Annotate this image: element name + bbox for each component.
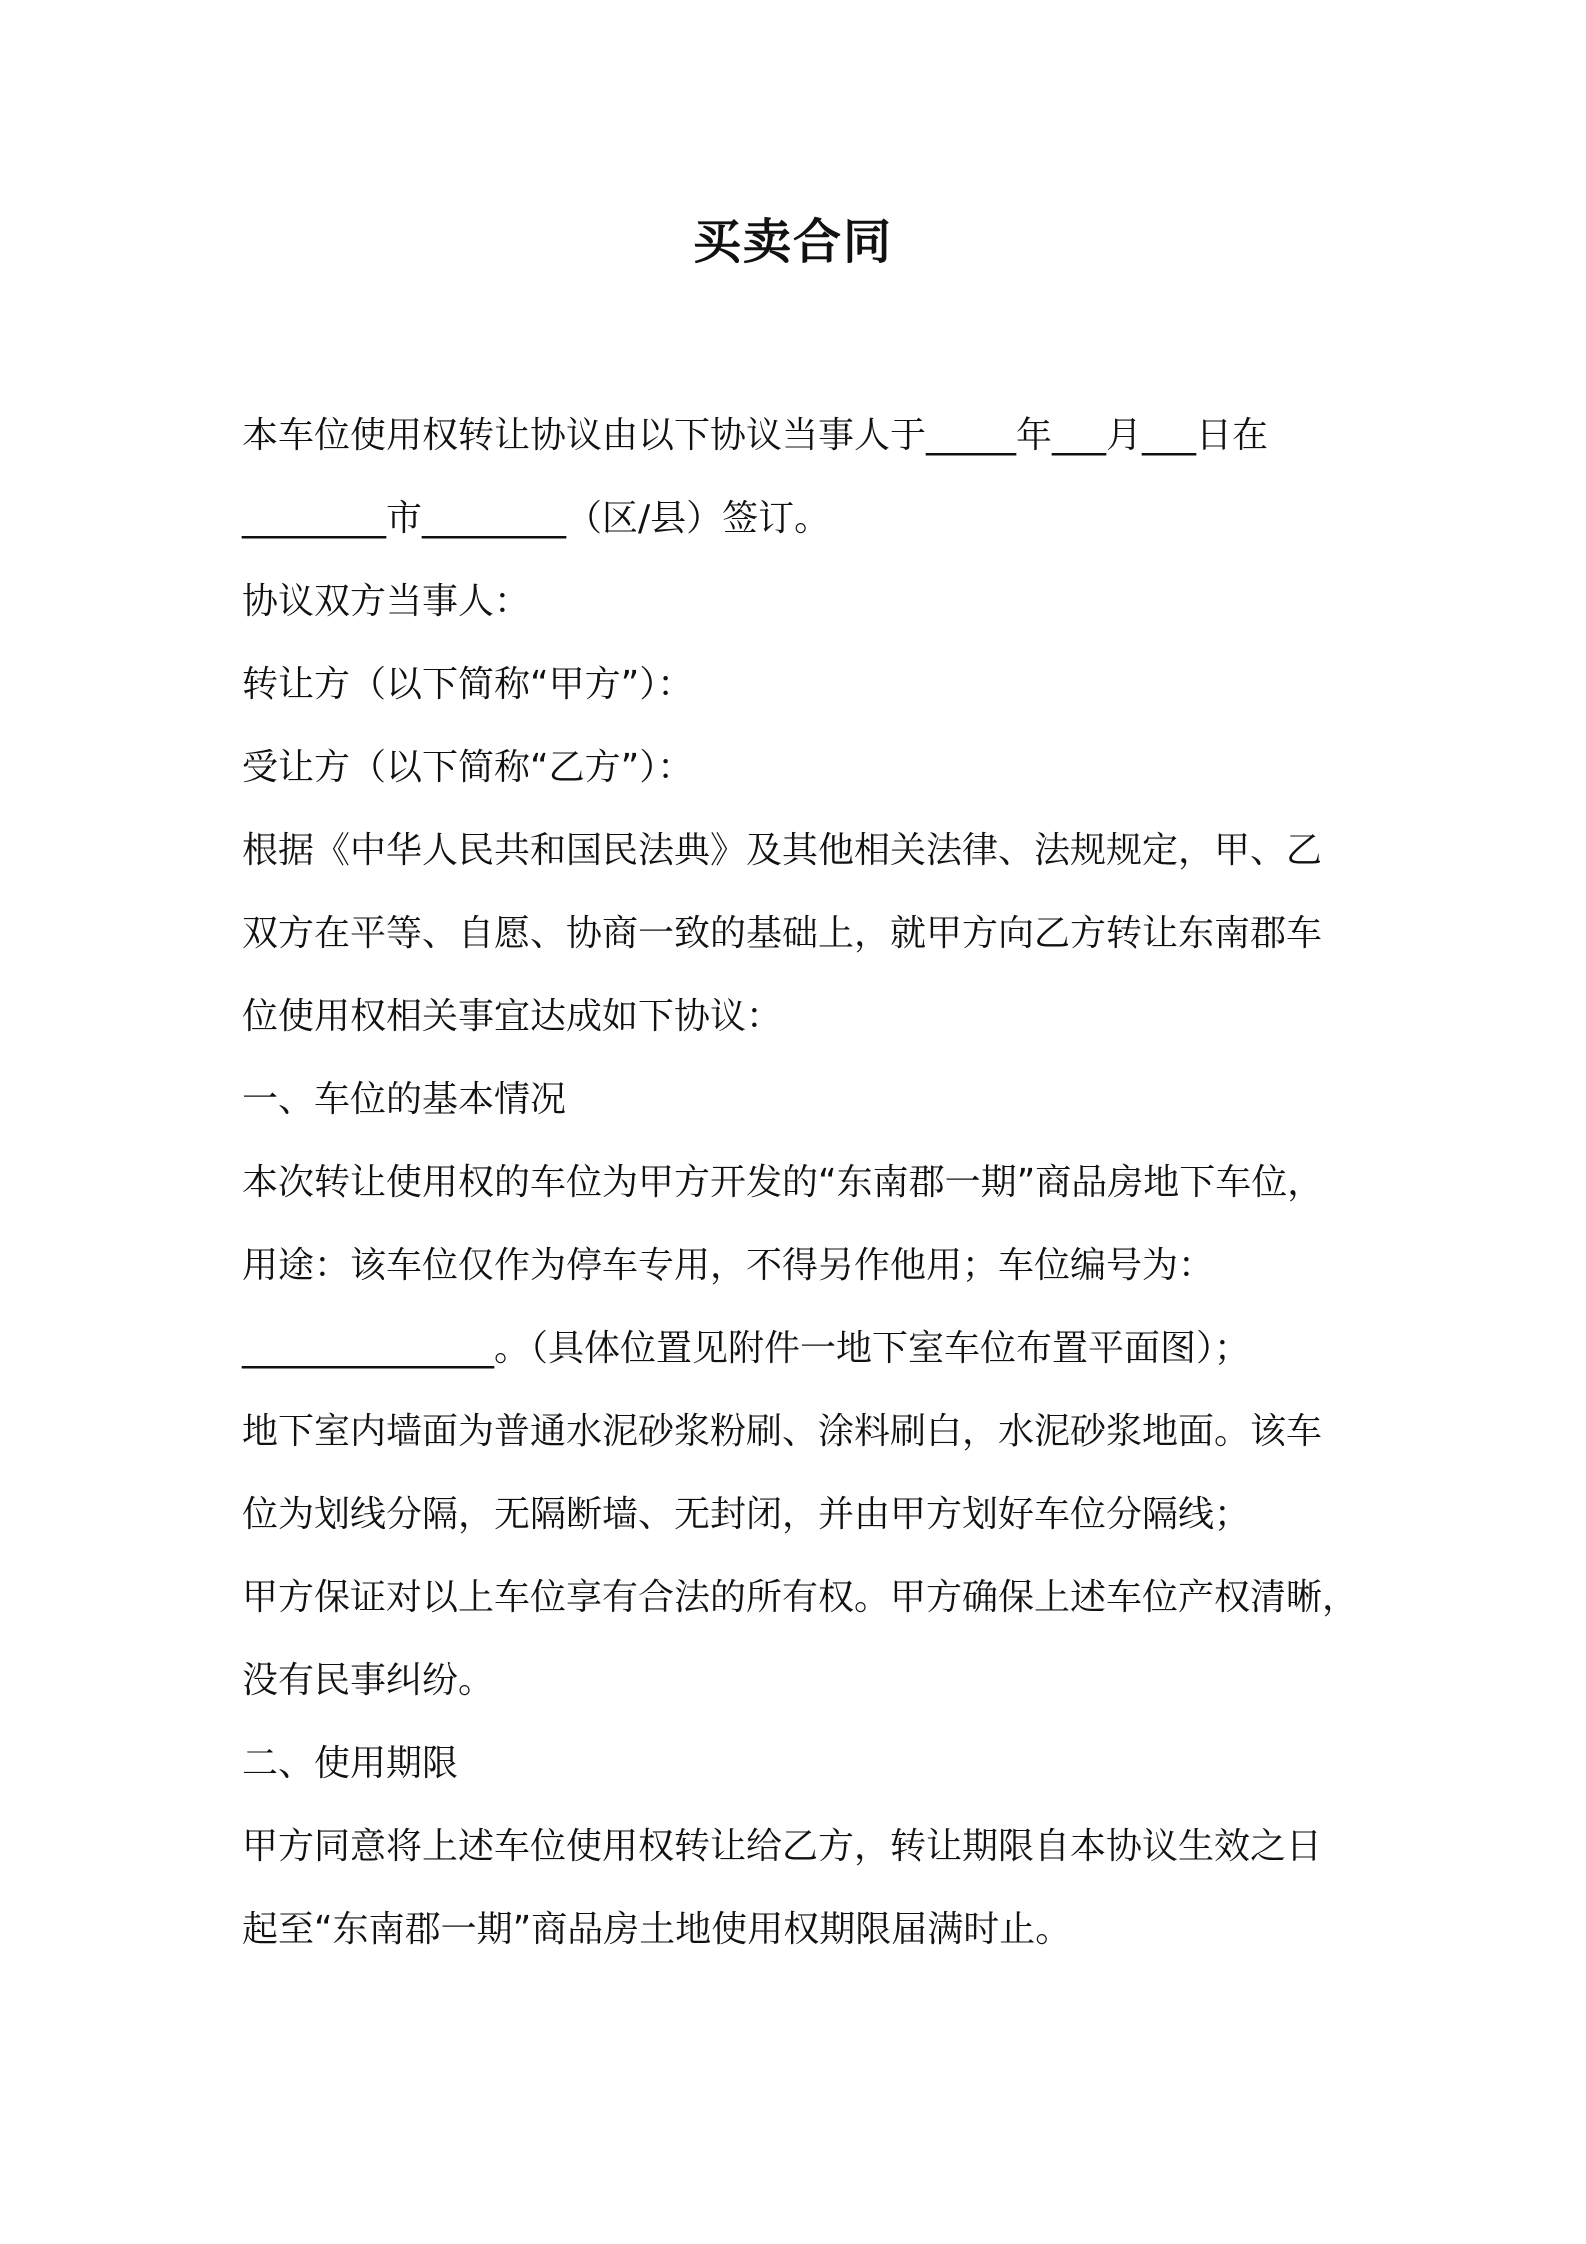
paragraph-line: 用途：该车位仅作为停车专用，不得另作他用；车位编号为： <box>242 1245 1215 1286</box>
paragraph-line: 没有民事纠纷。 <box>242 1660 495 1701</box>
paragraph-line: 甲方同意将上述车位使用权转让给乙方，转让期限自本协议生效之日 <box>242 1826 1323 1867</box>
paragraph-line: ________市________（区/县）签订。 <box>242 498 831 539</box>
paragraph-line: 起至“东南郡一期”商品房土地使用权期限届满时止。 <box>242 1909 1072 1950</box>
paragraph-line: 地下室内墙面为普通水泥砂浆粉刷、涂料刷白，水泥砂浆地面。该车 <box>242 1411 1323 1452</box>
paragraph-line: 根据《中华人民共和国民法典》及其他相关法律、法规规定，甲、乙 <box>242 830 1323 871</box>
paragraph-line: 甲方保证对以上车位享有合法的所有权。甲方确保上述车位产权清晰， <box>242 1577 1359 1618</box>
section-heading: 二、使用期限 <box>242 1743 459 1784</box>
paragraph-line: 本次转让使用权的车位为甲方开发的“东南郡一期”商品房地下车位， <box>242 1162 1324 1203</box>
paragraph-line: 双方在平等、自愿、协商一致的基础上，就甲方向乙方转让东南郡车 <box>242 913 1323 954</box>
section-heading: 一、车位的基本情况 <box>242 1079 567 1120</box>
document-title: 买卖合同 <box>692 214 893 270</box>
paragraph-line: 位使用权相关事宜达成如下协议： <box>242 996 783 1037</box>
paragraph-line: 转让方（以下简称“甲方”）： <box>242 664 694 705</box>
paragraph-line: ______________。（具体位置见附件一地下室车位布置平面图）； <box>242 1328 1251 1369</box>
paragraph-line: 本车位使用权转让协议由以下协议当事人于_____年___月___日在 <box>242 415 1269 456</box>
paragraph-line: 受让方（以下简称“乙方”）： <box>242 747 694 788</box>
paragraph-line: 协议双方当事人： <box>242 581 531 622</box>
paragraph-line: 位为划线分隔，无隔断墙、无封闭，并由甲方划好车位分隔线； <box>242 1494 1251 1535</box>
